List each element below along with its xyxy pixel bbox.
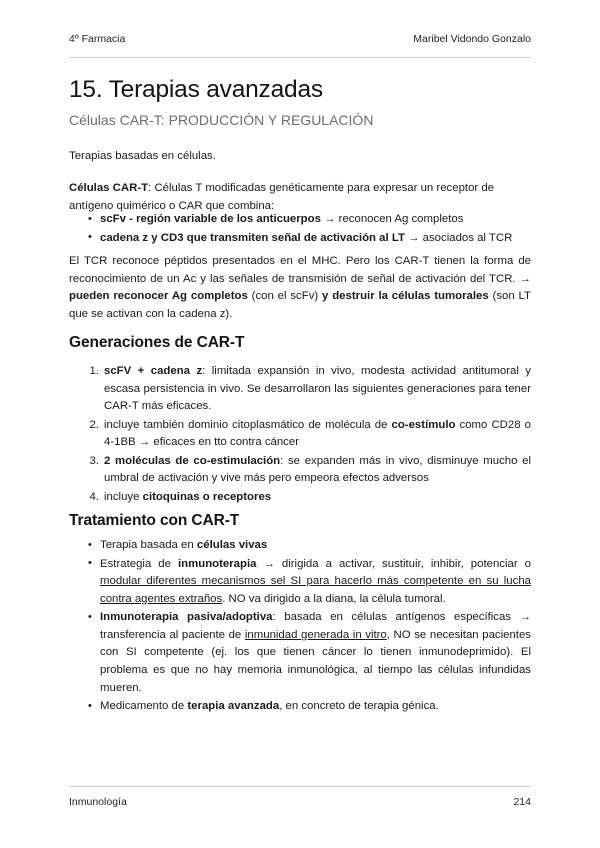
bullet-arrow: → <box>404 231 423 244</box>
header-author: Maribel Vidondo Gonzalo <box>413 33 531 45</box>
list-item <box>69 537 531 555</box>
tcr-bold2: y destruir la células tumorales <box>322 290 489 303</box>
item-pre: Medicamento de <box>100 700 188 713</box>
intro-text: Terapias basadas en células. <box>69 150 216 162</box>
item-post: como CD28 o 4-1BB → eficaces en tto contra cáncer <box>104 418 531 449</box>
list-item <box>69 556 531 609</box>
item-post: , NO se necesitan pacientes con SI competente (ej. los que tienen cáncer lo tienen inmunodeprimido). El problema es que no hay memoria inmunológica, al tiempo las células infundidas mueren. <box>100 628 532 694</box>
definition-term: Células CAR-T <box>69 182 149 194</box>
item-underlined: inmunidad generada in vitro <box>244 628 387 641</box>
bullet-bold: cadena z y CD3 que transmiten señal de activación al LT <box>100 231 405 244</box>
intro-paragraph <box>69 148 531 166</box>
tcr-part1: El TCR reconoce péptidos presentados en el MHC. Pero los CAR-T tienen la forma de reconocimiento de un Ac y las señales de transmisión de señal de activación del TCR. → <box>69 255 531 285</box>
item-bold-mid: terapia avanzada <box>187 700 280 713</box>
item-mid2: : basada en células antígenos específicas → transferencia al paciente de <box>100 611 531 641</box>
item-text: : se expanden más in vivo, disminuye mucho el umbral de activación y vive más pero empeora efectos adversos <box>104 454 531 485</box>
item-post: , en concreto de terapia génica. <box>279 700 439 713</box>
list-item <box>69 230 531 248</box>
item-bold-mid: co-estímulo <box>391 418 456 431</box>
tcr-part3: (son LT que se activan con la cadena z). <box>69 290 531 320</box>
list-item <box>69 211 531 229</box>
tcr-paragraph <box>69 253 531 323</box>
list-item <box>69 698 531 716</box>
footer-subject: Inmunología <box>69 796 127 808</box>
page-subtitle: Células CAR-T: PRODUCCIÓN Y REGULACIÓN <box>69 112 374 128</box>
bullet-rest: reconocen Ag completos <box>338 213 464 225</box>
item-pre: Estrategia de <box>100 557 178 570</box>
item-text: : limitada expansión in vivo, modesta actividad antitumoral y escasa persistencia in vivo. Se desarrollaron las siguientes generaciones para tener CAR-T más eficaces. <box>104 365 531 413</box>
item-pre: incluye <box>104 490 143 503</box>
item-bold-mid: células vivas <box>196 539 268 551</box>
page-footer <box>69 796 531 808</box>
header-course: 4º Farmacia <box>69 33 126 45</box>
item-bold-mid: citoquinas o receptores <box>142 490 272 503</box>
list-item <box>69 417 531 452</box>
bullet-rest: asociados al TCR <box>422 231 513 244</box>
item-underlined: modular diferentes mecanismos sel SI para hacerlo más competente en su lucha contra agentes extraños <box>100 575 531 605</box>
definition-text: : Células T modificadas genéticamente para expresar un receptor de antígeno quimérico o CAR que combina: <box>69 182 495 212</box>
page-title: 15. Terapias avanzadas <box>69 76 323 103</box>
item-pre: Terapia basada en <box>100 539 197 551</box>
header-divider <box>69 57 531 58</box>
bullet-arrow: → <box>320 213 339 225</box>
item-post: . NO va dirigido a la diana, la célula tumoral. <box>222 592 446 605</box>
item-mid2: → dirigida a activar, sustituir, inhibir, potenciar o <box>256 557 531 570</box>
section-heading-generaciones: Generaciones de CAR-T <box>69 334 245 351</box>
footer-page-number: 214 <box>513 796 531 808</box>
section-heading-tratamiento: Tratamiento con CAR-T <box>69 512 240 529</box>
footer-divider <box>69 786 531 787</box>
item-bold-lead: Inmunoterapia pasiva/adoptiva <box>100 611 273 624</box>
item-pre: incluye también dominio citoplasmático de molécula de <box>104 418 392 431</box>
item-bold-lead: scFV + cadena z <box>104 365 203 377</box>
definition-bullet-list <box>69 211 531 248</box>
tratamiento-list <box>69 537 531 717</box>
definition-paragraph <box>69 180 531 215</box>
tcr-bold1: pueden reconocer Ag completos <box>69 290 248 303</box>
item-bold-mid: inmunoterapia <box>177 557 257 570</box>
list-item <box>69 453 531 488</box>
page-header <box>69 33 531 45</box>
bullet-bold: scFv - región variable de los anticuerpos <box>100 213 321 225</box>
list-item <box>69 489 531 507</box>
list-item <box>69 609 531 697</box>
tcr-part2: (con el scFv) <box>247 290 323 303</box>
item-bold-lead: 2 moléculas de co-estimulación <box>104 454 281 467</box>
generaciones-list <box>69 363 531 508</box>
list-item <box>69 363 531 416</box>
